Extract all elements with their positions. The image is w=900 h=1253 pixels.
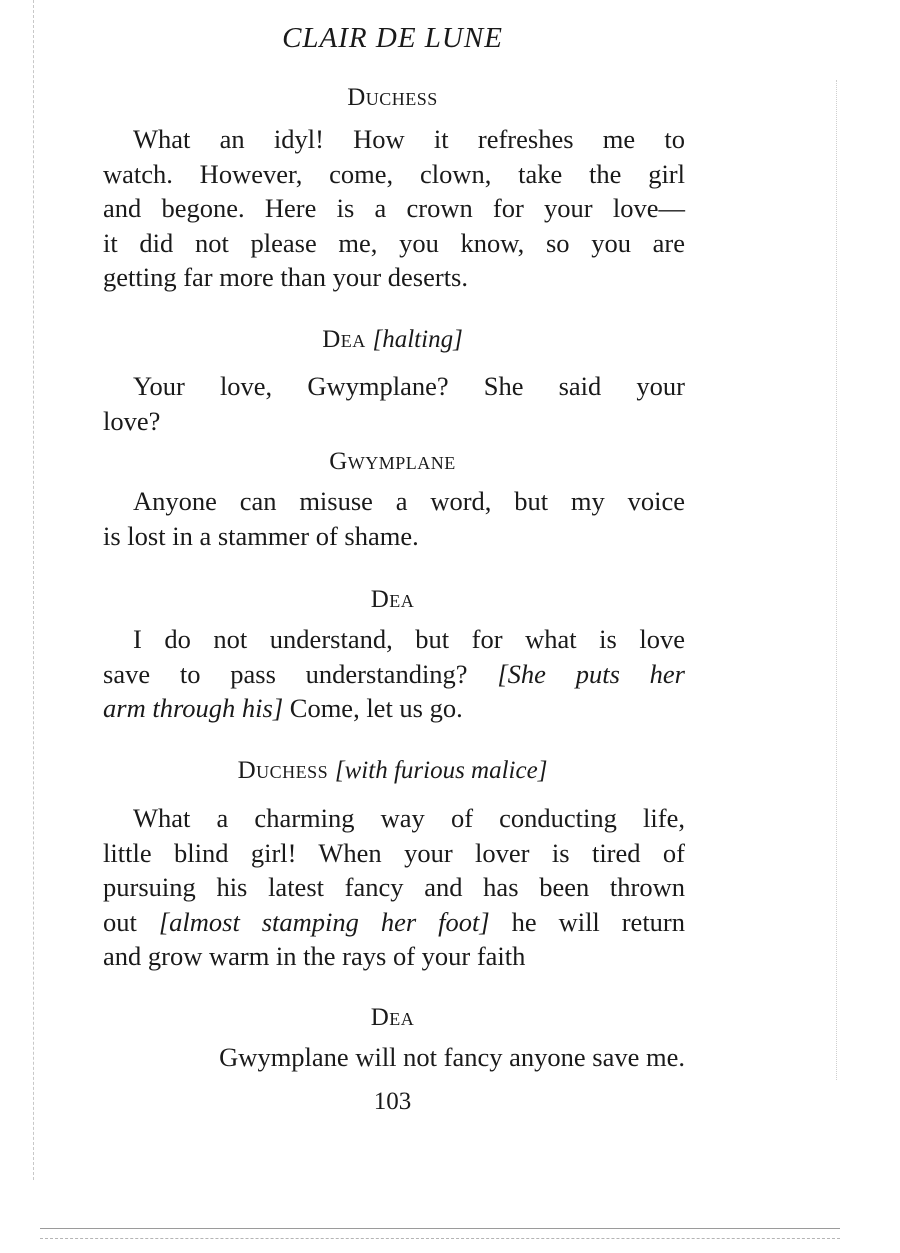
dialogue-line: What an idyl! How it refreshes me to: [133, 124, 685, 154]
dialogue-line: Your love, Gwymplane? She said your: [133, 371, 685, 401]
dialogue-line: it did not please me, you know, so you are: [103, 227, 685, 258]
dialogue-line: and begone. Here is a crown for your love—: [103, 193, 685, 223]
dialogue-paragraph: [103, 484, 685, 553]
dialogue-line: Gwymplane will not fancy anyone save me.: [219, 1042, 685, 1072]
dialogue-paragraph: [103, 801, 685, 974]
stage-direction: [She puts her: [497, 658, 685, 689]
stage-direction: [halting]: [372, 326, 463, 353]
scan-edge-right: [836, 80, 837, 1080]
dialogue-line: What a charming way of conducting life,: [133, 803, 685, 833]
dialogue-line: is lost in a stammer of shame.: [103, 520, 419, 551]
speaker-name: Dea: [370, 586, 415, 613]
speaker-name: Duchess: [347, 84, 438, 111]
stage-direction: [almost stamping her foot]: [158, 906, 490, 937]
running-header: CLAIR DE LUNE: [282, 22, 503, 54]
dialogue-text: out: [103, 906, 159, 937]
stage-direction: arm through his]: [103, 693, 284, 723]
speaker-name: Dea: [322, 326, 366, 353]
speaker-heading: [100, 84, 685, 112]
speaker-name: Dea: [370, 1004, 415, 1031]
speaker-heading: [100, 586, 685, 614]
speaker-name: Duchess: [237, 757, 329, 784]
speaker-name: Gwymplane: [329, 448, 456, 475]
dialogue-line: [103, 657, 685, 692]
dialogue-text: save to pass understanding?: [103, 658, 498, 689]
dialogue-line: and grow warm in the rays of your faith: [103, 941, 526, 971]
speaker-heading: [100, 448, 685, 476]
dialogue-text: he will return: [489, 906, 686, 937]
dialogue-line: [103, 691, 685, 726]
scan-edge-bottom: [40, 1228, 840, 1229]
dialogue-line: watch. However, come, clown, take the girl: [103, 158, 685, 189]
scan-edge-bottom-dashed: [40, 1238, 840, 1239]
dialogue-line: getting far more than your deserts.: [103, 262, 468, 292]
stage-direction: [with furious malice]: [334, 757, 548, 784]
dialogue-line: pursuing his latest fancy and has been thrown: [103, 872, 685, 902]
dialogue-paragraph: [103, 122, 685, 295]
dialogue-paragraph: [103, 369, 685, 438]
speaker-heading: [100, 1004, 685, 1032]
dialogue-text: Come, let us go.: [283, 693, 463, 723]
dialogue-line: little blind girl! When your lover is tired of: [103, 837, 685, 868]
speaker-heading: [100, 757, 685, 785]
speaker-heading: [100, 326, 685, 354]
page-number: 103: [373, 1088, 412, 1115]
dialogue-line: love?: [103, 405, 161, 436]
dialogue-line: [103, 905, 685, 940]
dialogue-paragraph: [103, 1040, 685, 1075]
scan-edge-left: [33, 0, 34, 1180]
dialogue-paragraph: [103, 622, 685, 726]
dialogue-line: Anyone can misuse a word, but my voice: [133, 486, 685, 516]
dialogue-line: I do not understand, but for what is love: [133, 624, 685, 654]
